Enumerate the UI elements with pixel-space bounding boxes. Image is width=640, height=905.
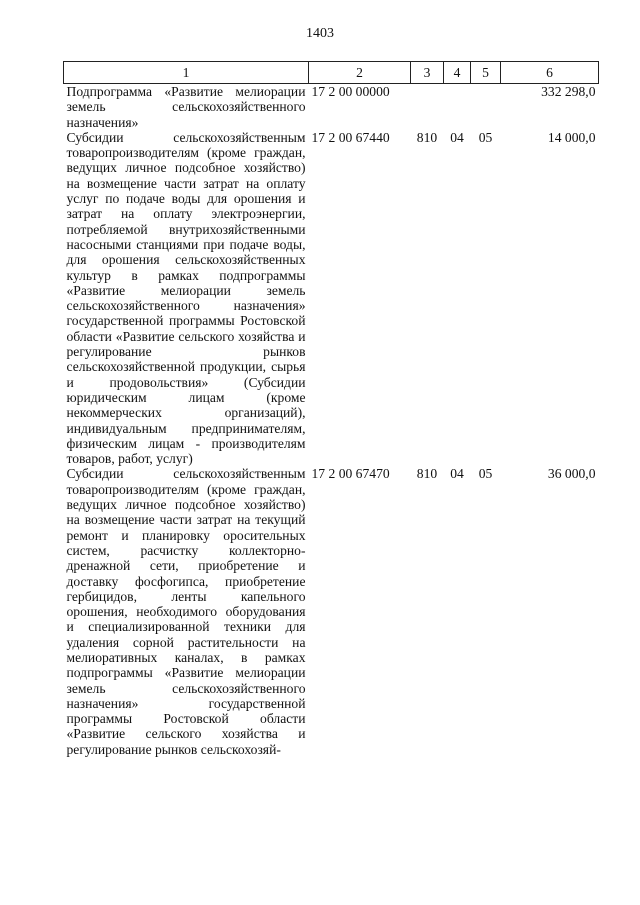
row-name: Субсидии сельскохозяйственным товаропроизводителям (кроме граждан, ведущих личное подсобное хозяйство) на возмещение части затрат на текущий ремонт и планировку оросительных систем, расчистку коллекторно-дренажной сети, приобретение и доставку фосфогипса, приобретение гербицидов, ленты капельного орошения, необходимого оборудования и специализированной техники для удаления сорной растительности на мелиоративных каналах, в рамках подпрограммы «Развитие мелиорации земель сельскохозяйственного назначения» государственной программы Ростовской области «Развитие сельского хозяйства и регулирование рынков сельскохозяй-	[66, 466, 306, 757]
row-name: Субсидии сельскохозяйственным товаропроизводителям (кроме граждан, ведущих личное подсобное хозяйство) на возмещение части затрат на оплату услуг по подаче воды для орошения и затрат на оплату электроэнергии, потребляемой внутрихозяйственными насосными станциями при подаче воды, для орошения сельскохозяйственных культур в рамках подпрограммы «Развитие мелиорации земель сельскохозяйственного назначения» государственной программы Ростовской области «Развитие сельского хозяйства и регулирование рынков сельскохозяйственной продукции, сырья и продовольствия» (Субсидии юридическим лицам (кроме некоммерческих организаций), индивидуальным предпринимателям, физическим лицам - производителям товаров, работ, услуг)	[66, 129, 306, 467]
column-header-5: 5	[471, 62, 501, 84]
row-vr: 810	[416, 129, 438, 145]
row-amount: 14 000,0	[547, 129, 596, 145]
column-header-1: 1	[64, 62, 309, 84]
table-row	[64, 466, 599, 757]
column-header-3: 3	[411, 62, 444, 84]
budget-table	[63, 61, 599, 757]
table-body	[64, 84, 599, 758]
column-header-2: 2	[309, 62, 411, 84]
row-rz: 04	[450, 129, 464, 145]
row-pr: 05	[478, 129, 493, 145]
header-row	[64, 62, 599, 84]
table-header	[64, 62, 599, 84]
row-code: 17 2 00 00000	[311, 84, 390, 99]
column-header-6: 6	[501, 62, 599, 84]
row-pr: 05	[478, 466, 493, 482]
row-name: Подпрограмма «Развитие мелиорации земель сельскохозяйственного назначения»	[66, 84, 306, 130]
column-header-4: 4	[444, 62, 471, 84]
row-code: 17 2 00 67470	[311, 466, 390, 482]
row-amount: 36 000,0	[547, 466, 596, 482]
row-amount: 332 298,0	[541, 84, 596, 99]
table-row	[64, 130, 599, 467]
row-rz	[444, 84, 471, 130]
row-rz: 04	[450, 466, 464, 482]
row-vr: 810	[416, 466, 438, 482]
row-code: 17 2 00 67440	[311, 129, 390, 145]
row-pr	[471, 84, 501, 130]
page-number: 1403	[306, 26, 334, 41]
row-vr	[411, 84, 444, 130]
table-row	[64, 84, 599, 130]
